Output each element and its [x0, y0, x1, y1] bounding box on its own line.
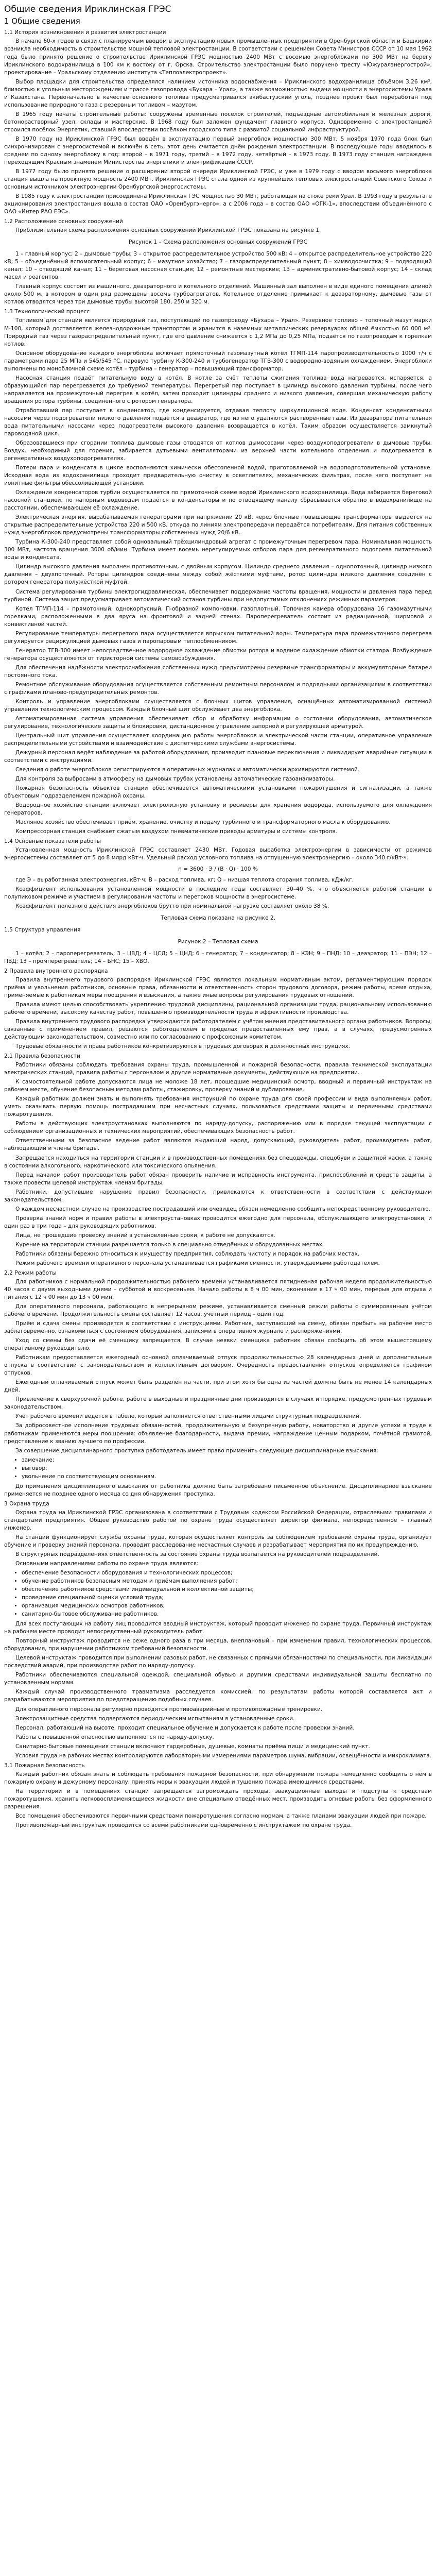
paragraph: Учёт рабочего времени ведётся в табеле, который заполняется ответственными лицами структурных подразделений.	[15, 1413, 361, 1420]
document-section	[4, 1500, 432, 1760]
paragraph: Электрическая энергия, вырабатываемая генераторами при напряжении 20 кВ, через блочные повышающие трансформаторы выдаётся на открытые распределительные устройства 220 и 500 кВ, откуда по линиям электропередачи передаётся потребителям. Для питания собственных нужд энергоблоков предусмотрены трансформаторы собственных нужд 20/6 кВ.	[4, 514, 432, 536]
list-item: • замечание;	[22, 1456, 432, 1464]
paragraph: О каждом несчастном случае на производстве пострадавший или очевидец обязан немедленно сообщить непосредственному руководителю.	[15, 1206, 430, 1212]
paragraph: Работы в действующих электроустановках выполняются по наряду-допуску, распоряжению или в порядке текущей эксплуатации с соблюдением организационных и технических мероприятий, обеспечивающих безопасность работ.	[4, 1121, 432, 1135]
paragraph: В начале 60-х годов в связи с планируемым вводом в эксплуатацию новых промышленных предприятий в Оренбургской области и Башкирии возникла необходимость в строительстве мощной тепловой электростанции. В соответствии с решением Совета Министров СССР от 10 мая 1962 года было принято решение о строительстве Ириклинской ГРЭС мощностью 2400 МВт с восемью энергоблоками по 300 МВт на берегу Ириклинского водохранилища в 100 км к востоку от г. Орска. Строительство электростанции было поручено тресту «Южуралэнергострой», проектирование – Уральскому отделению института «Теплоэлектропроект».	[4, 38, 432, 76]
paragraph: Котёл ТГМП-114 – прямоточный, однокорпусный, П-образной компоновки, газоплотный. Топочная камера оборудована 16 газомазутными горелками, расположенными в два яруса на фронтовой и задней стенах. Пароперегреватель состоит из радиационной, ширмовой и конвективной частей.	[4, 605, 432, 628]
paragraph: В 1970 году на Ириклинской ГРЭС был введён в эксплуатацию первый энергоблок мощностью 300 МВт. 5 ноября 1970 года блок был синхронизирован с энергосистемой и включён в сеть, этот день считается днём рождения электростанции. В последующие годы вводилось в среднем по одному энергоблоку в год: второй – в 1971 году, третий – в 1972 году, четвёртый – в 1973 году. В 1973 году станция награждена переходящим Красным знаменем Министерства энергетики и электрификации СССР.	[4, 135, 432, 165]
section-heading: 2 Правила внутреннего распорядка	[4, 968, 108, 974]
paragraph: Работники, допустившие нарушение правил безопасности, привлекаются к ответственности в соответствии с действующим законодательством.	[4, 1189, 432, 1203]
paragraph: Центральный щит управления осуществляет координацию работы энергоблоков и электрической части станции, оперативное управление распределительными устройствами и взаимодействие с диспетчерскими службами энергосистемы.	[4, 733, 432, 747]
list-item: • обеспечение работников средствами индивидуальной и коллективной защиты;	[22, 1586, 432, 1594]
paragraph: Установленная мощность Ириклинской ГРЭС составляет 2430 МВт. Годовая выработка электроэнергии в зависимости от режимов энергосистемы составляет от 5 до 8 млрд кВт·ч. Удельный расход условного топлива на отпущенную электроэнергию – около 340 г/кВт·ч.	[4, 847, 432, 861]
list-item: • организация медицинских осмотров работников;	[22, 1602, 432, 1610]
paragraph: Работы с повышенной опасностью выполняются по наряду-допуску.	[15, 1734, 214, 1740]
document-section	[4, 968, 432, 1050]
paragraph: Генератор ТГВ-300 имеет непосредственное водородное охлаждение обмотки ротора и водяное охлаждение обмотки статора. Возбуждение генератора осуществляется от тиристорной системы самовозбуждения.	[4, 647, 432, 662]
paragraph: Противопожарный инструктаж проводится со всеми работниками одновременно с инструктажем по охране труда.	[15, 1822, 352, 1828]
list-item: • обеспечение безопасности оборудования и технологических процессов;	[22, 1569, 432, 1577]
document-section	[4, 1269, 432, 1498]
paragraph: Работникам предоставляется ежегодный основной оплачиваемый отпуск продолжительностью 28 календарных дней и дополнительные отпуска в соответствии с законодательством и коллективным договором. Очерёдность предоставления отпусков определяется графиком отпусков.	[4, 1354, 432, 1377]
paragraph: Масляное хозяйство обеспечивает приём, хранение, очистку и подачу турбинного и трансформаторного масла к оборудованию.	[15, 819, 391, 826]
paragraph: Цилиндр высокого давления выполнен противоточным, с двойным корпусом. Цилиндр среднего давления – однопоточный, цилиндр низкого давления – двухпоточный. Роторы цилиндров соединены между собой жёсткими муфтами, ротор цилиндра низкого давления соединён с ротором генератора полужёсткой муфтой.	[4, 564, 432, 586]
document-body	[4, 29, 432, 1829]
section-heading: 3 Охрана труда	[4, 1500, 49, 1507]
paragraph: 1 – главный корпус; 2 – дымовые трубы; 3 – открытое распределительное устройство 500 кВ; 4 – открытое распределительное устройство 220 кВ; 5 – объединённый вспомогательный корпус; 6 – мазутное хозяйство; 7 – газораспределительный пункт; 8 – химводоочистка; 9 – подводящий канал; 10 – отводящий канал; 11 – береговая насосная станция; 12 – ремонтные мастерские; 13 – административно-бытовой корпус; 14 – склад масел и реагентов.	[4, 251, 432, 281]
section-heading: 2.2 Режим работы	[4, 1269, 57, 1276]
paragraph: Работники обязаны соблюдать требования охраны труда, промышленной и пожарной безопасности, правила технической эксплуатации электрических станций, правила работы с персоналом и другие нормативные документы, действующие на предприятии.	[4, 1062, 432, 1076]
document-section	[4, 308, 432, 836]
document-section	[4, 1053, 432, 1267]
paragraph: Персонал, работающий на высоте, проходит специальное обучение и допускается к работе после проверки знаний.	[15, 1724, 355, 1731]
paragraph: Целевой инструктаж проводится при выполнении разовых работ, не связанных с прямыми обязанностями по специальности, при ликвидации последствий аварий, при производстве работ по наряду-допуску.	[4, 1655, 432, 1669]
list-item: • проведение специальной оценки условий труда;	[22, 1594, 432, 1602]
paragraph: К самостоятельной работе допускаются лица не моложе 18 лет, прошедшие медицинский осмотр, вводный и первичный инструктаж на рабочем месте, обучение безопасным методам работы, стажировку, проверку знаний и дублирование.	[4, 1079, 432, 1093]
paragraph: Коэффициент использования установленной мощности в последние годы составляет 30–40 %, что объясняется работой станции в полупиковом режиме и участием в регулировании частоты и перетоков мощности в энергосистеме.	[4, 886, 432, 900]
paragraph: Система регулирования турбины электрогидравлическая, обеспечивает поддержание частоты вращения, мощности и давления пара перед турбиной. Система защит предусматривает автоматический останов турбины при недопустимых отклонениях режимных параметров.	[4, 588, 432, 603]
paragraph: Курение на территории станции разрешается только в специально отведённых и оборудованных местах.	[15, 1241, 324, 1248]
paragraph: Дежурный персонал ведёт наблюдение за работой оборудования, производит плановые переключения и ликвидирует аварийные ситуации в соответствии с инструкциями.	[4, 750, 432, 764]
paragraph: Автоматизированная система управления обеспечивает сбор и обработку информации о состоянии оборудования, автоматическое регулирование, технологические защиты и блокировки, дистанционное управление запорной и регулирующей арматурой.	[4, 715, 432, 730]
figure-caption: Рисунок 2 – Тепловая схема	[178, 938, 258, 945]
paragraph: Режим рабочего времени оперативного персонала устанавливается графиками сменности, утверждаемыми работодателем.	[15, 1260, 380, 1266]
paragraph: Для контроля за выбросами в атмосферу на дымовых трубах установлены автоматические газоанализаторы.	[15, 776, 335, 783]
paragraph: Правила внутреннего трудового распорядка Ириклинской ГРЭС являются локальным нормативным актом, регламентирующим порядок приёма и увольнения работников, основные права, обязанности и ответственность сторон трудового договора, режим работы, время отдыха, применяемые к работникам меры поощрения и взыскания, а также иные вопросы регулирования трудовых отношений.	[4, 976, 432, 998]
document-section	[4, 218, 432, 306]
section-heading: 1.4 Основные показатели работы	[4, 838, 101, 845]
list-item: • выговор;	[22, 1465, 432, 1472]
paragraph: Работники обеспечиваются специальной одеждой, специальной обувью и другими средствами индивидуальной защиты бесплатно по установленным нормам.	[4, 1672, 432, 1686]
figure-caption: Тепловая схема показана на рисунке 2.	[160, 914, 276, 921]
list-item: • обучение работников безопасным методам и приёмам выполнения работ;	[22, 1578, 432, 1585]
section-heading: 1.3 Технологический процесс	[4, 309, 90, 315]
paragraph: За совершение дисциплинарного проступка работодатель имеет право применить следующие дисциплинарные взыскания:	[15, 1447, 378, 1454]
list-item: • увольнение по соответствующим основаниям.	[22, 1473, 432, 1481]
paragraph: Работники обязаны бережно относиться к имуществу предприятия, соблюдать чистоту и порядок на рабочих местах.	[15, 1250, 360, 1257]
paragraph: Пожарная безопасность объектов станции обеспечивается автоматическими установками пожаротушения и сигнализации, а также объектовым подразделением пожарной охраны.	[4, 785, 432, 800]
section-heading: 1.5 Структура управления	[4, 926, 81, 933]
paragraph: Потери пара и конденсата в цикле восполняются химически обессоленной водой, приготовляемой на водоподготовительной установке. Исходная вода из водохранилища проходит предварительную очистку в осветлителях, механических фильтрах, после чего поступает на ионитные фильтры обессоливающей установки.	[4, 465, 432, 487]
paragraph: В 1965 году начаты строительные работы: сооружены временные посёлок строителей, подъездные автомобильная и железная дороги, бетонорастворный узел, склады и мастерские. В 1968 году был заложен фундамент главного корпуса. Одновременно с электростанцией строился посёлок Энергетик, ставший впоследствии посёлком городского типа с развитой социальной инфраструктурой.	[4, 111, 432, 133]
document-section	[4, 29, 432, 216]
formula: η = 3600 · Э / (B · Q) · 100 %	[178, 866, 258, 872]
paragraph: Проверка знаний норм и правил работы в электроустановках проводится ежегодно для персонала, обслуживающего электроустановки, и один раз в три года – для руководящих работников.	[4, 1215, 432, 1229]
paragraph: Для оперативного персонала, работающего в непрерывном режиме, устанавливается сменный режим работы с суммированным учётом рабочего времени. Продолжительность смены составляет 12 часов, учётный период – один год.	[4, 1303, 432, 1318]
paragraph: За добросовестное исполнение трудовых обязанностей, продолжительную и безупречную работу, новаторство и другие успехи в труде к работникам применяются меры поощрения: объявление благодарности, выдача премии, награждение ценным подарком, почётной грамотой, представление к званию лучшего по профессии.	[4, 1422, 432, 1445]
bullet-list	[4, 1456, 432, 1481]
paragraph: Привлечение к сверхурочной работе, работе в выходные и праздничные дни производится в случаях и порядке, предусмотренных трудовым законодательством.	[4, 1396, 432, 1411]
section-heading: 3.1 Пожарная безопасность	[4, 1762, 85, 1769]
paragraph: Приём и сдача смены производятся в соответствии с инструкциями. Работник, заступающий на смену, обязан прибыть на рабочее место заблаговременно, ознакомиться с состоянием оборудования, записями в оперативном журнале и распоряжениями.	[4, 1320, 432, 1335]
paragraph: Лица, не прошедшие проверку знаний в установленные сроки, к работе не допускаются.	[15, 1232, 275, 1239]
paragraph: Топливом для станции является природный газ, поступающий по газопроводу «Бухара – Урал». Резервное топливо – топочный мазут марки М-100, который доставляется железнодорожным транспортом и хранится в наземных металлических резервуарах общей ёмкостью 60 000 м³. Природный газ через газораспределительный пункт, где его давление снижается с 1,2 МПа до 0,25 МПа, подаётся по газопроводам к горелкам котлов.	[4, 317, 432, 347]
paragraph: На станции функционирует служба охраны труда, которая осуществляет контроль за соблюдением требований охраны труда, организует обучение и проверку знаний персонала, проводит расследование несчастных случаев и разрабатывает мероприятия по их предупреждению.	[4, 1534, 432, 1548]
paragraph: В 1985 году к электростанции присоединена Ириклинская ГЭС мощностью 30 МВт, работающая на стоке реки Урал. В 1993 году в результате акционирования электростанция вошла в состав ОАО «Оренбургэнерго», а с 2006 года – в состав ОАО «ОГК-1», впоследствии объединённого с ОАО «Интер РАО ЕЭС».	[4, 193, 432, 215]
paragraph: Основное оборудование каждого энергоблока включает прямоточный газомазутный котёл ТГМП-114 паропроизводительностью 1000 т/ч с параметрами пара 25 МПа и 545/545 °С, паровую турбину К-300-240 и турбогенератор ТГВ-300 с водородно-водяным охлаждением. Энергоблоки выполнены по моноблочной схеме котёл – турбина – генератор – повышающий трансформатор.	[4, 350, 432, 372]
bullet-list	[4, 1569, 432, 1618]
paragraph: Отработавший пар поступает в конденсатор, где конденсируется, отдавая теплоту циркуляционной воде. Конденсат конденсатными насосами через подогреватели низкого давления подаётся в деаэратор, где из него удаляются растворённые газы. Из деаэратора питательная вода питательными насосами через подогреватели высокого давления возвращается в котёл. Таким образом осуществляется замкнутый пароводяной цикл.	[4, 407, 432, 437]
figure-caption: Рисунок 1 – Схема расположения основных сооружений ГРЭС	[128, 239, 308, 246]
paragraph: Контроль и управление энергоблоками осуществляется с блочных щитов управления, оснащённых автоматизированной системой управления технологическим процессом. Каждый блочный щит обслуживает два энергоблока.	[4, 698, 432, 713]
paragraph: До применения дисциплинарного взыскания от работника должно быть затребовано письменное объяснение. Дисциплинарное взыскание применяется не позднее одного месяца со дня обнаружения проступка.	[4, 1483, 432, 1497]
paragraph: Охрана труда на Ириклинской ГРЭС организована в соответствии с Трудовым кодексом Российской Федерации, отраслевыми правилами и стандартами предприятия. Общее руководство работой по охране труда осуществляет директор филиала, непосредственное – главный инженер.	[4, 1509, 432, 1531]
document-section	[4, 926, 432, 965]
paragraph: Каждый работник обязан знать и соблюдать требования пожарной безопасности, при обнаружении пожара немедленно сообщить о нём в пожарную охрану и дежурному персоналу, принять меры к эвакуации людей и тушению пожара имеющимися средствами.	[4, 1771, 432, 1785]
paragraph: Правила внутреннего трудового распорядка утверждаются работодателем с учётом мнения представительного органа работников. Вопросы, связанные с применением правил, решаются работодателем в пределах предоставленных ему прав, а в случаях, предусмотренных действующим законодательством, совместно или по согласованию с профсоюзным комитетом.	[4, 1019, 432, 1041]
section-heading: 1.2 Расположение основных сооружений	[4, 218, 123, 225]
paragraph: Приблизительная схема расположения основных сооружений Ириклинской ГРЭС показана на рисунке 1.	[15, 227, 321, 234]
paragraph: где Э – выработанная электроэнергия, кВт·ч; B – расход топлива, кг; Q – низшая теплота сгорания топлива, кДж/кг.	[15, 876, 354, 883]
paragraph: Каждый случай производственного травматизма расследуется комиссией, по результатам работы которой составляется акт и разрабатываются мероприятия по предотвращению подобных случаев.	[4, 1689, 432, 1703]
paragraph: Электрозащитные средства подвергаются периодическим испытаниям в установленные сроки.	[15, 1715, 295, 1722]
paragraph: Запрещается находиться на территории станции и в производственных помещениях без спецодежды, спецобуви и защитной каски, а также в состоянии алкогольного, наркотического или токсического опьянения.	[4, 1155, 432, 1169]
paragraph: В 1977 году было принято решение о расширении второй очереди Ириклинской ГРЭС, и уже в 1979 году с вводом восьмого энергоблока станция вышла на проектную мощность 2400 МВт. Ириклинская ГРЭС стала одной из крупнейших тепловых электростанций Советского Союза и основным источником электроэнергии Оренбургской энергосистемы.	[4, 168, 432, 191]
paragraph: Для оперативного персонала регулярно проводятся противоаварийные и противопожарные тренировки.	[15, 1706, 323, 1713]
paragraph: Условия труда на рабочих местах контролируются лабораторными измерениями параметров шума, вибрации, освещённости и микроклимата.	[15, 1752, 432, 1759]
document-section	[4, 838, 432, 922]
paragraph: Уход со смены без сдачи её сменщику запрещается. В случае неявки сменщика работник обязан сообщить об этом вышестоящему оперативному руководителю.	[4, 1337, 432, 1352]
page-title: Общие сведения Ириклинская ГРЭС	[4, 4, 171, 14]
section-heading: 2.1 Правила безопасности	[4, 1053, 80, 1060]
paragraph: Охлаждение конденсаторов турбин осуществляется по прямоточной схеме водой Ириклинского водохранилища. Вода забирается береговой насосной станцией, по напорным водоводам подаётся в конденсаторы и по отводящему каналу сбрасывается обратно в водохранилище на расстоянии, обеспечивающем её охлаждение.	[4, 489, 432, 512]
paragraph: Регулирование температуры перегретого пара осуществляется впрыском питательной воды. Температура пара промежуточного перегрева регулируется рециркуляцией дымовых газов и паропаровым теплообменником.	[4, 630, 432, 645]
paragraph: Для всех поступающих на работу лиц проводится вводный инструктаж, который проводит инженер по охране труда. Первичный инструктаж на рабочем месте проводит непосредственный руководитель работ.	[4, 1621, 432, 1635]
paragraph: Коэффициент полезного действия энергоблоков брутто при номинальной нагрузке составляет около 38 %.	[15, 903, 329, 909]
list-item: • санитарно-бытовое обслуживание работников.	[22, 1611, 432, 1618]
paragraph: Водородное хозяйство станции включает электролизную установку и ресиверы для хранения водорода, используемого для охлаждения генераторов.	[4, 802, 432, 817]
paragraph: Повторный инструктаж проводится не реже одного раза в три месяца, внеплановый – при изменении правил, технологических процессов, оборудования, при нарушении работником требований безопасности.	[4, 1638, 432, 1652]
paragraph: Для работников с нормальной продолжительностью рабочего времени устанавливается пятидневная рабочая неделя продолжительностью 40 часов с двумя выходными днями – субботой и воскресеньем. Начало работы в 8 ч 00 мин, окончание в 17 ч 00 мин, перерыв для отдыха и питания с 12 ч 00 мин до 13 ч 00 мин.	[4, 1278, 432, 1301]
paragraph: Для обеспечения надёжности электроснабжения собственных нужд предусмотрены резервные трансформаторы и аккумуляторные батареи постоянного тока.	[4, 664, 432, 679]
paragraph: Трудовые обязанности и права работников конкретизируются в трудовых договорах и должностных инструкциях.	[15, 1043, 350, 1050]
paragraph: Образовавшиеся при сгорании топлива дымовые газы отводятся от котлов дымососами через воздухоподогреватели в дымовые трубы. Воздух, необходимый для горения, забирается дутьевыми вентиляторами из верхней части котельного отделения и подогревается в регенеративных воздухоподогревателях.	[4, 439, 432, 462]
paragraph: Санитарно-бытовые помещения станции включают гардеробные, душевые, комнаты приёма пищи и медицинский пункт.	[15, 1743, 370, 1750]
paragraph: Правила имеют целью способствовать укреплению трудовой дисциплины, рациональной организации труда, рациональному использованию рабочего времени, высокому качеству работ, повышению производительности труда и эффективности производства.	[4, 1001, 432, 1015]
paragraph: Турбина К-300-240 представляет собой одновальный трёхцилиндровый агрегат с промежуточным перегревом пара. Номинальная мощность 300 МВт, частота вращения 3000 об/мин. Турбина имеет восемь нерегулируемых отборов пара для регенеративного подогрева питательной воды и конденсата.	[4, 539, 432, 561]
paragraph: Ежегодный оплачиваемый отпуск может быть разделён на части, при этом хотя бы одна из частей должна быть не менее 14 календарных дней.	[4, 1379, 432, 1394]
paragraph: На территории и в помещениях станции запрещается загромождать проходы, эвакуационные выходы и подступы к средствам пожаротушения, хранить легковоспламеняющиеся жидкости вне специально отведённых мест, производить огневые работы без оформленного разрешения.	[4, 1788, 432, 1810]
paragraph: В структурных подразделениях ответственность за состояние охраны труда возлагается на руководителей подразделений.	[15, 1551, 379, 1557]
paragraph: 1 – котёл; 2 – пароперегреватель; 3 – ЦВД; 4 – ЦСД; 5 – ЦНД; 6 – генератор; 7 – конденсатор; 8 – КЭН; 9 – ПНД; 10 – деаэратор; 11 – ПЭН; 12 – ПВД; 13 – промперегреватель; 14 – БНС; 15 – ХВО.	[4, 950, 432, 964]
paragraph: Ремонтное обслуживание оборудования осуществляется собственным ремонтным персоналом и подрядными организациями в соответствии с графиками планово-предупредительных ремонтов.	[4, 681, 432, 696]
page-subtitle: 1 Общие сведения	[4, 16, 80, 26]
paragraph: Сведения о работе энергоблоков регистрируются в оперативных журналах и автоматически архивируются системой.	[15, 767, 360, 773]
paragraph: Компрессорная станция снабжает сжатым воздухом пневматические приводы арматуры и системы контроля.	[15, 828, 337, 835]
paragraph: Насосная станция подаёт питательную воду в котёл. В котле за счёт теплоты сжигания топлива вода нагревается, испаряется, а образующийся пар перегревается до требуемой температуры. Перегретый пар поступает в цилиндр высокого давления турбины, после чего направляется на промежуточный перегрев в котёл, затем проходит цилиндры среднего и низкого давления, совершая механическую работу вращения ротора турбины, соединённого с ротором генератора.	[4, 375, 432, 404]
document-section	[4, 1762, 432, 1829]
paragraph: Все помещения обеспечиваются первичными средствами пожаротушения согласно нормам, а также планами эвакуации людей при пожаре.	[15, 1812, 427, 1819]
paragraph: Перед началом работ производитель работ обязан проверить наличие и исправность инструмента, приспособлений и средств защиты, а также провести целевой инструктаж членам бригады.	[4, 1172, 432, 1186]
paragraph: Ответственными за безопасное ведение работ являются выдающий наряд, допускающий, руководитель работ, производитель работ, наблюдающий и члены бригады.	[4, 1138, 432, 1152]
paragraph: Выбор площадки для строительства определялся наличием источника водоснабжения – Ириклинского водохранилища объёмом 3,26 км³, близостью к угольным месторождениям и трассе газопровода «Бухара – Урал», а также возможностью выдачи мощности в энергосистемы Урала и Казахстана. Первоначально в качестве основного топлива предусматривался экибастузский уголь, позднее проект был переработан под использование природного газа с резервным топливом – мазутом.	[4, 78, 432, 108]
paragraph: Основными направлениями работы по охране труда являются:	[15, 1560, 199, 1567]
paragraph: Каждый работник должен знать и выполнять требования инструкций по охране труда для своей профессии и вида выполняемых работ, уметь оказывать первую помощь пострадавшим при несчастных случаях, пользоваться средствами защиты и первичными средствами пожаротушения.	[4, 1096, 432, 1118]
paragraph: Главный корпус состоит из машинного, деаэраторного и котельного отделений. Машинный зал выполнен в виде единого помещения длиной около 500 м, в котором в один ряд размещены восемь турбоагрегатов. Котельное отделение примыкает к деаэраторному, дымовые газы от котлов отводятся через три дымовые трубы высотой 180, 250 и 320 м.	[4, 283, 432, 306]
section-heading: 1.1 История возникновения и развития электростанции	[4, 29, 166, 36]
